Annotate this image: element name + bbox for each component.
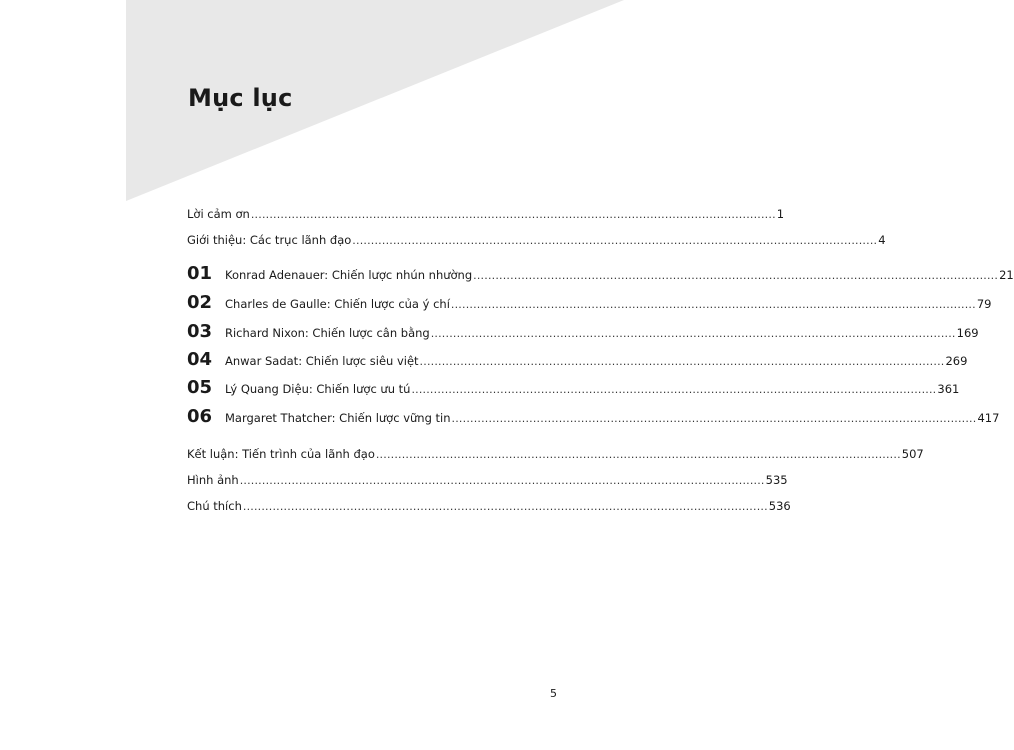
toc-entry-label: Chú thích — [187, 499, 242, 513]
chapter-label: Margaret Thatcher: Chiến lược vững tin — [225, 411, 451, 425]
dot-leader: .............................................................................................................................................. — [419, 355, 945, 368]
dot-leader: .............................................................................................................................................. — [451, 412, 977, 425]
toc-chapter-01[interactable] — [187, 263, 1014, 287]
toc-entry-label: Giới thiệu: Các trục lãnh đạo — [187, 233, 352, 247]
page-number: 5 — [550, 687, 557, 700]
chapter-label: Lý Quang Diệu: Chiến lược ưu tú — [225, 382, 411, 396]
toc-entry-images[interactable] — [187, 473, 788, 493]
toc-entry-conclusion[interactable] — [187, 447, 924, 467]
chapter-number: 03 — [187, 321, 213, 342]
chapter-label: Anwar Sadat: Chiến lược siêu việt — [225, 354, 419, 368]
book-page — [126, 0, 1014, 750]
toc-chapter-03[interactable] — [187, 321, 979, 345]
chapter-label: Richard Nixon: Chiến lược cân bằng — [225, 326, 430, 340]
toc-chapter-05[interactable] — [187, 377, 960, 401]
dot-leader: .............................................................................................................................................. — [242, 500, 768, 513]
dot-leader: .............................................................................................................................................. — [430, 327, 956, 340]
toc-entry-page: 535 — [765, 473, 788, 487]
toc-entry-page: 536 — [768, 499, 791, 513]
chapter-number: 06 — [187, 406, 213, 427]
chapter-page: 21 — [999, 268, 1014, 282]
chapter-label: Charles de Gaulle: Chiến lược của ý chí — [225, 297, 450, 311]
chapter-label: Konrad Adenauer: Chiến lược nhún nhường — [225, 268, 473, 282]
chapter-number: 04 — [187, 349, 213, 370]
dot-leader: .............................................................................................................................................. — [473, 269, 999, 282]
toc-entry-notes[interactable] — [187, 499, 791, 519]
chapter-page: 417 — [977, 411, 1000, 425]
toc-chapter-02[interactable] — [187, 292, 992, 316]
toc-entry-acknowledgements[interactable] — [187, 207, 785, 227]
dot-leader: .............................................................................................................................................. — [239, 474, 765, 487]
dot-leader: .............................................................................................................................................. — [352, 234, 878, 247]
chapter-page: 169 — [956, 326, 979, 340]
toc-entry-label: Kết luận: Tiến trình của lãnh đạo — [187, 447, 375, 461]
toc-entry-label: Hình ảnh — [187, 473, 239, 487]
dot-leader: .............................................................................................................................................. — [250, 208, 776, 221]
dot-leader: .............................................................................................................................................. — [450, 298, 976, 311]
chapter-page: 79 — [976, 297, 992, 311]
toc-chapter-06[interactable] — [187, 406, 1000, 430]
chapter-number: 05 — [187, 377, 213, 398]
page-title: Mục lục — [188, 84, 293, 112]
dot-leader: .............................................................................................................................................. — [375, 448, 901, 461]
toc-chapter-04[interactable] — [187, 349, 968, 373]
chapter-number: 01 — [187, 263, 213, 284]
toc-entry-page: 4 — [878, 233, 886, 247]
toc-entry-page: 507 — [901, 447, 924, 461]
toc-entry-label: Lời cảm ơn — [187, 207, 250, 221]
chapter-page: 361 — [937, 382, 960, 396]
chapter-page: 269 — [945, 354, 968, 368]
toc-entry-introduction[interactable] — [187, 233, 886, 253]
dot-leader: .............................................................................................................................................. — [411, 383, 937, 396]
chapter-number: 02 — [187, 292, 213, 313]
toc-entry-page: 1 — [776, 207, 785, 221]
